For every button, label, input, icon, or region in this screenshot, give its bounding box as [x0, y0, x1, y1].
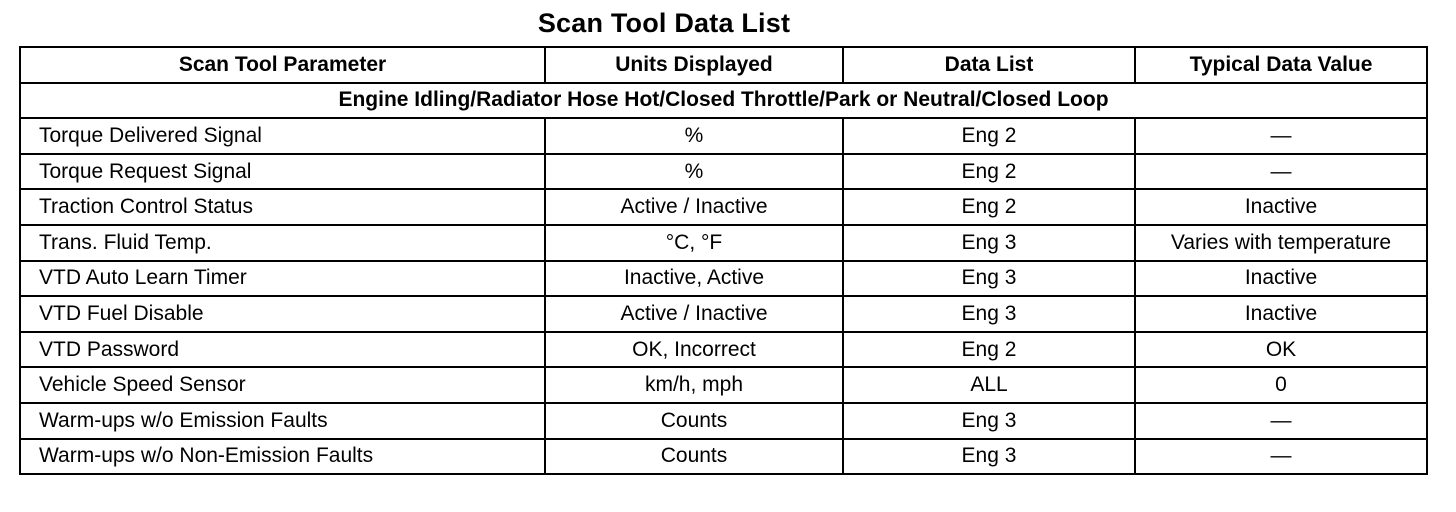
parameter-cell: Traction Control Status — [20, 189, 545, 225]
units-cell: °C, °F — [545, 225, 843, 261]
parameter-cell: Trans. Fluid Temp. — [20, 225, 545, 261]
page-title: Scan Tool Data List — [537, 8, 791, 38]
parameter-cell: Vehicle Speed Sensor — [20, 367, 545, 403]
table-row — [20, 439, 1427, 475]
typical-value-cell: Inactive — [1135, 189, 1427, 225]
units-cell: km/h, mph — [545, 367, 843, 403]
table-row — [20, 367, 1427, 403]
data-list-cell: Eng 3 — [843, 261, 1135, 297]
data-list-cell: Eng 2 — [843, 189, 1135, 225]
header-typical-data-value: Typical Data Value — [1135, 47, 1427, 83]
data-list-cell: Eng 2 — [843, 332, 1135, 368]
data-list-cell: Eng 3 — [843, 225, 1135, 261]
table-header-row — [20, 47, 1427, 83]
table-row — [20, 154, 1427, 190]
typical-value-cell: Inactive — [1135, 261, 1427, 297]
units-cell: % — [545, 154, 843, 190]
typical-value-cell: — — [1135, 403, 1427, 439]
header-units-displayed: Units Displayed — [545, 47, 843, 83]
table-row — [20, 189, 1427, 225]
data-list-cell: Eng 2 — [843, 118, 1135, 154]
data-list-cell: ALL — [843, 367, 1135, 403]
data-list-cell: Eng 2 — [843, 154, 1135, 190]
parameter-cell: VTD Password — [20, 332, 545, 368]
header-data-list: Data List — [843, 47, 1135, 83]
table-row — [20, 118, 1427, 154]
parameter-cell: Warm-ups w/o Non-Emission Faults — [20, 439, 545, 475]
typical-value-cell: Varies with temperature — [1135, 225, 1427, 261]
data-list-cell: Eng 3 — [843, 403, 1135, 439]
units-cell: Counts — [545, 403, 843, 439]
typical-value-cell: 0 — [1135, 367, 1427, 403]
data-list-cell: Eng 3 — [843, 296, 1135, 332]
parameter-cell: Torque Delivered Signal — [20, 118, 545, 154]
operating-condition: Engine Idling/Radiator Hose Hot/Closed Throttle/Park or Neutral/Closed Loop — [20, 83, 1427, 119]
table-row — [20, 403, 1427, 439]
typical-value-cell: — — [1135, 154, 1427, 190]
typical-value-cell: OK — [1135, 332, 1427, 368]
units-cell: Active / Inactive — [545, 296, 843, 332]
units-cell: Inactive, Active — [545, 261, 843, 297]
units-cell: % — [545, 118, 843, 154]
table-row — [20, 225, 1427, 261]
data-list-cell: Eng 3 — [843, 439, 1135, 475]
units-cell: Active / Inactive — [545, 189, 843, 225]
header-scan-tool-parameter: Scan Tool Parameter — [20, 47, 545, 83]
typical-value-cell: Inactive — [1135, 296, 1427, 332]
typical-value-cell: — — [1135, 439, 1427, 475]
scan-tool-data-table — [19, 46, 1428, 475]
typical-value-cell: — — [1135, 118, 1427, 154]
parameter-cell: Torque Request Signal — [20, 154, 545, 190]
table-row — [20, 332, 1427, 368]
units-cell: Counts — [545, 439, 843, 475]
parameter-cell: Warm-ups w/o Emission Faults — [20, 403, 545, 439]
table-row — [20, 261, 1427, 297]
condition-row — [20, 83, 1427, 119]
parameter-cell: VTD Auto Learn Timer — [20, 261, 545, 297]
parameter-cell: VTD Fuel Disable — [20, 296, 545, 332]
table-row — [20, 296, 1427, 332]
units-cell: OK, Incorrect — [545, 332, 843, 368]
